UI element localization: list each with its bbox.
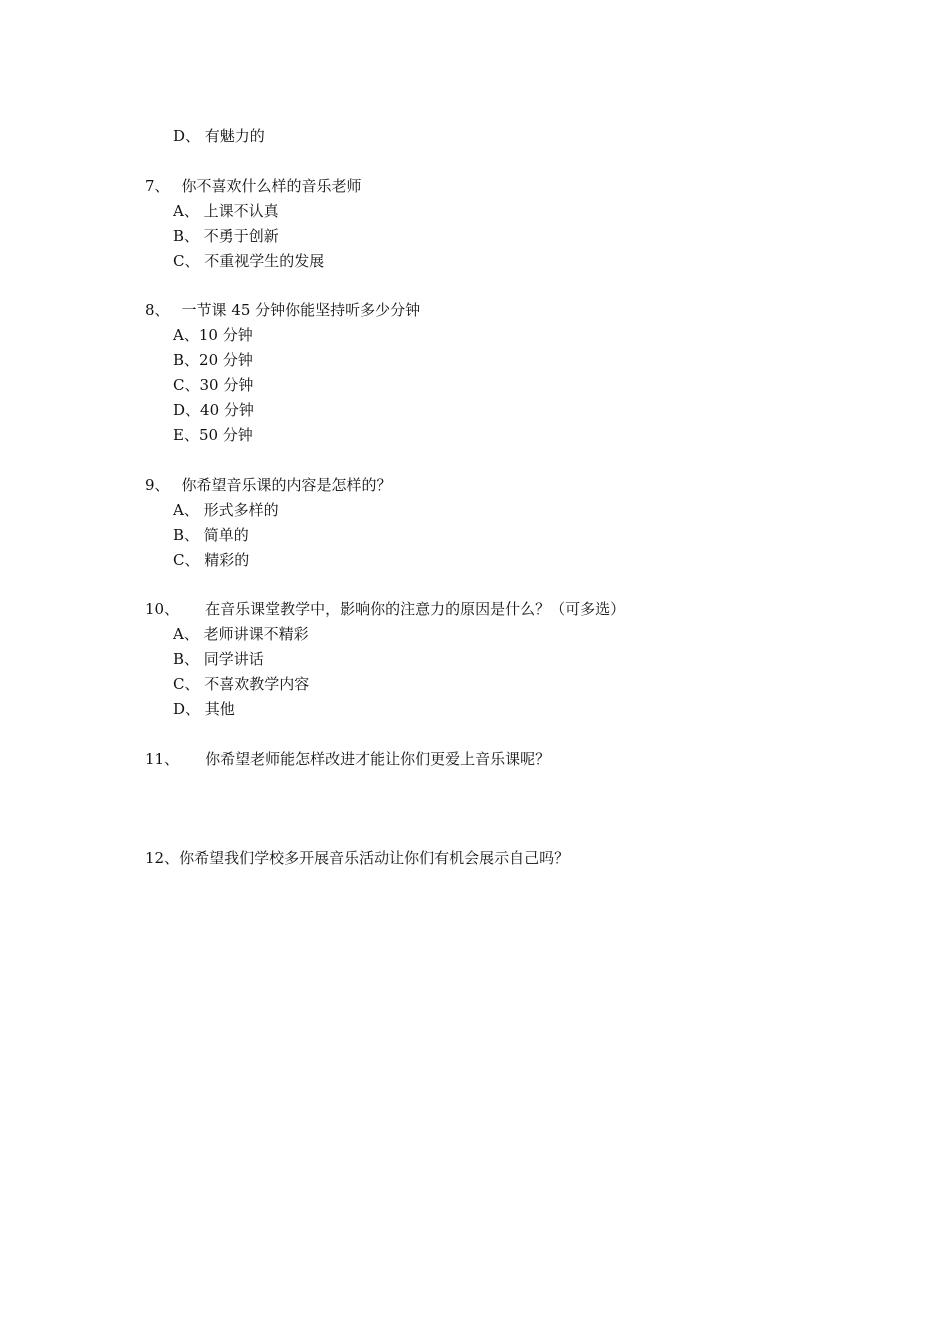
question-8-text: 一节课 45 分钟你能坚持听多少分钟 <box>181 301 421 319</box>
question-10-option-d: D、 其他 <box>173 700 235 718</box>
question-8-number: 8、 <box>145 301 170 319</box>
question-7-text: 你不喜欢什么样的音乐老师 <box>181 177 362 195</box>
question-10-text: 在音乐课堂教学中，影响你的注意力的原因是什么？（可多选） <box>205 600 626 618</box>
question-10-option-b: B、 同学讲话 <box>173 650 264 668</box>
question-8-option-b: B、20 分钟 <box>173 351 253 369</box>
question-8-option-a: A、10 分钟 <box>173 326 253 344</box>
question-11-text: 你希望老师能怎样改进才能让你们更爱上音乐课呢？ <box>205 750 551 768</box>
question-8-option-e: E、50 分钟 <box>173 426 253 444</box>
question-7 <box>145 176 362 196</box>
question-7-option-c: C、 不重视学生的发展 <box>173 252 325 270</box>
question-10-option-c: C、 不喜欢教学内容 <box>173 675 310 693</box>
question-9-text: 你希望音乐课的内容是怎样的？ <box>181 476 392 494</box>
question-11-number: 11、 <box>145 750 180 768</box>
question-9-option-b: B、 简单的 <box>173 526 249 544</box>
question-10-option-a: A、 老师讲课不精彩 <box>173 625 309 643</box>
question-7-option-b: B、 不勇于创新 <box>173 227 279 245</box>
question-9 <box>145 475 392 495</box>
question-9-option-a: A、 形式多样的 <box>173 501 279 519</box>
question-7-number: 7、 <box>145 177 170 195</box>
question-7-option-a: A、 上课不认真 <box>173 202 279 220</box>
question-8-option-c: C、30 分钟 <box>173 376 254 394</box>
question-9-number: 9、 <box>145 476 170 494</box>
question-10 <box>145 599 625 619</box>
question-9-option-c: C、 精彩的 <box>173 551 250 569</box>
question-12: 12、你希望我们学校多开展音乐活动让你们有机会展示自己吗？ <box>145 849 570 867</box>
question-8 <box>145 300 420 320</box>
question-11 <box>145 749 550 769</box>
question-10-number: 10、 <box>145 600 180 618</box>
q6-option-d: D、 有魅力的 <box>173 127 265 145</box>
question-8-option-d: D、40 分钟 <box>173 401 254 419</box>
